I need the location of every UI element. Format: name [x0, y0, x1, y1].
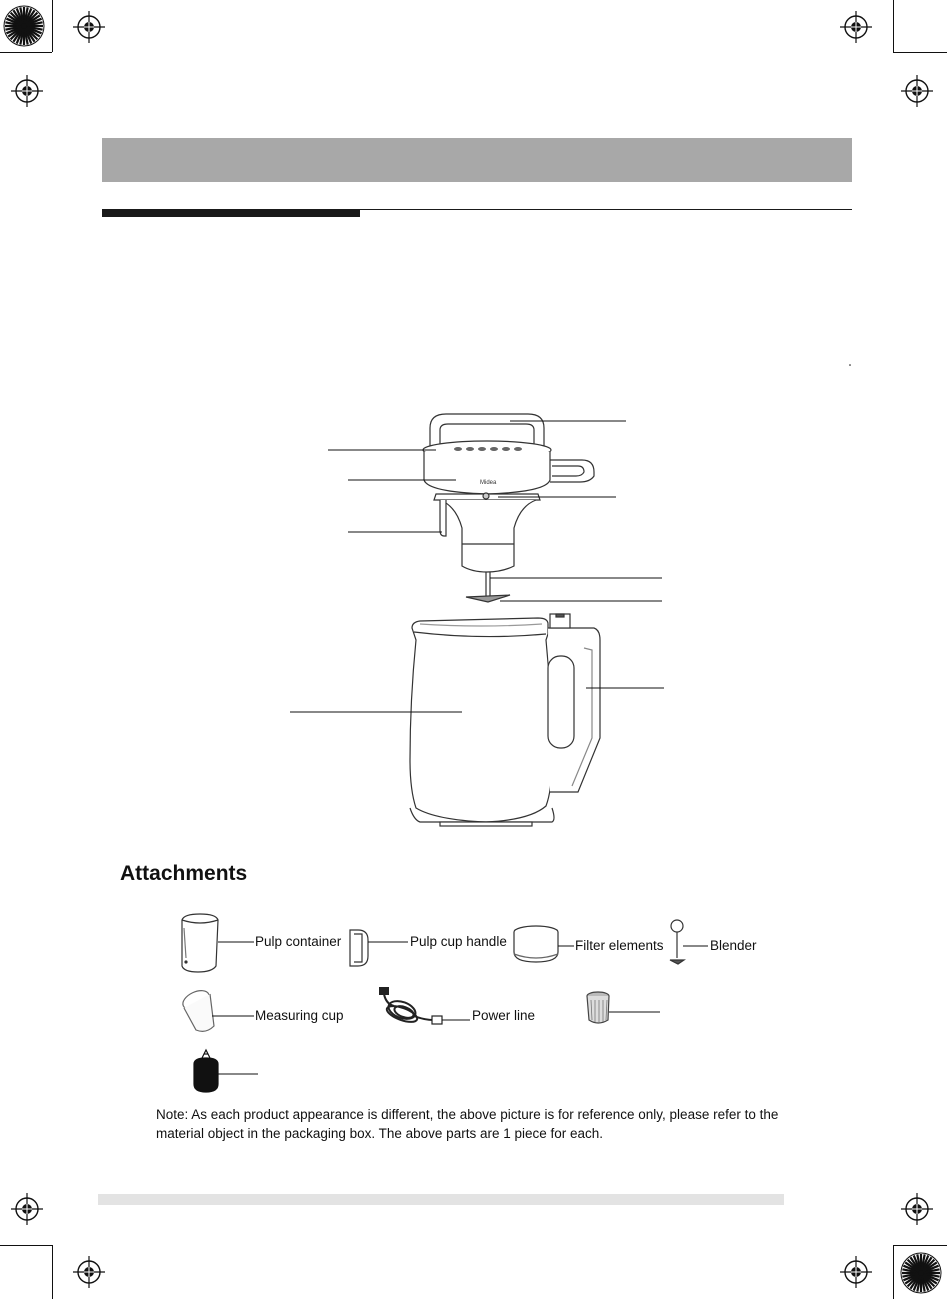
footer-bar: [98, 1194, 784, 1205]
dark-cup-illustration: [194, 1050, 218, 1092]
brand-logo-icon: Midea: [480, 480, 497, 486]
power-line-illustration: [380, 988, 442, 1025]
registration-mark-icon: [73, 1256, 105, 1288]
power-line-label: Power line: [472, 1008, 536, 1023]
filter-elements-illustration: [514, 926, 558, 962]
blender-label: Blender: [710, 938, 757, 953]
registration-mark-icon: [901, 1193, 933, 1225]
pulp-container-label: Pulp container: [255, 934, 342, 949]
strainer-illustration: [587, 992, 609, 1023]
measuring-cup-label: Measuring cup: [255, 1008, 344, 1023]
attachments-heading: Attachments: [120, 862, 248, 885]
registration-mark-icon: [901, 75, 933, 107]
pulp-cup-handle-illustration: [350, 930, 368, 966]
blender-illustration: [670, 920, 684, 964]
registration-mark-icon: [73, 11, 105, 43]
pulp-cup-handle-label: Pulp cup handle: [410, 934, 507, 949]
registration-mark-icon: [11, 1193, 43, 1225]
dot-mark: [849, 364, 851, 366]
pulp-container-illustration: [182, 914, 218, 972]
registration-mark-icon: [11, 75, 43, 107]
filter-elements-label: Filter elements: [575, 938, 664, 953]
note-text: Note: As each product appearance is different, the above picture is for reference only, please refer to the material object in the packaging box. The above parts are 1 piece for each.: [156, 1107, 779, 1141]
starburst-mark-icon: [4, 6, 44, 46]
measuring-cup-illustration: [180, 987, 214, 1032]
registration-mark-icon: [840, 1256, 872, 1288]
starburst-mark-icon: [901, 1253, 941, 1293]
registration-mark-icon: [840, 11, 872, 43]
soymilk-maker-illustration: [410, 414, 600, 826]
